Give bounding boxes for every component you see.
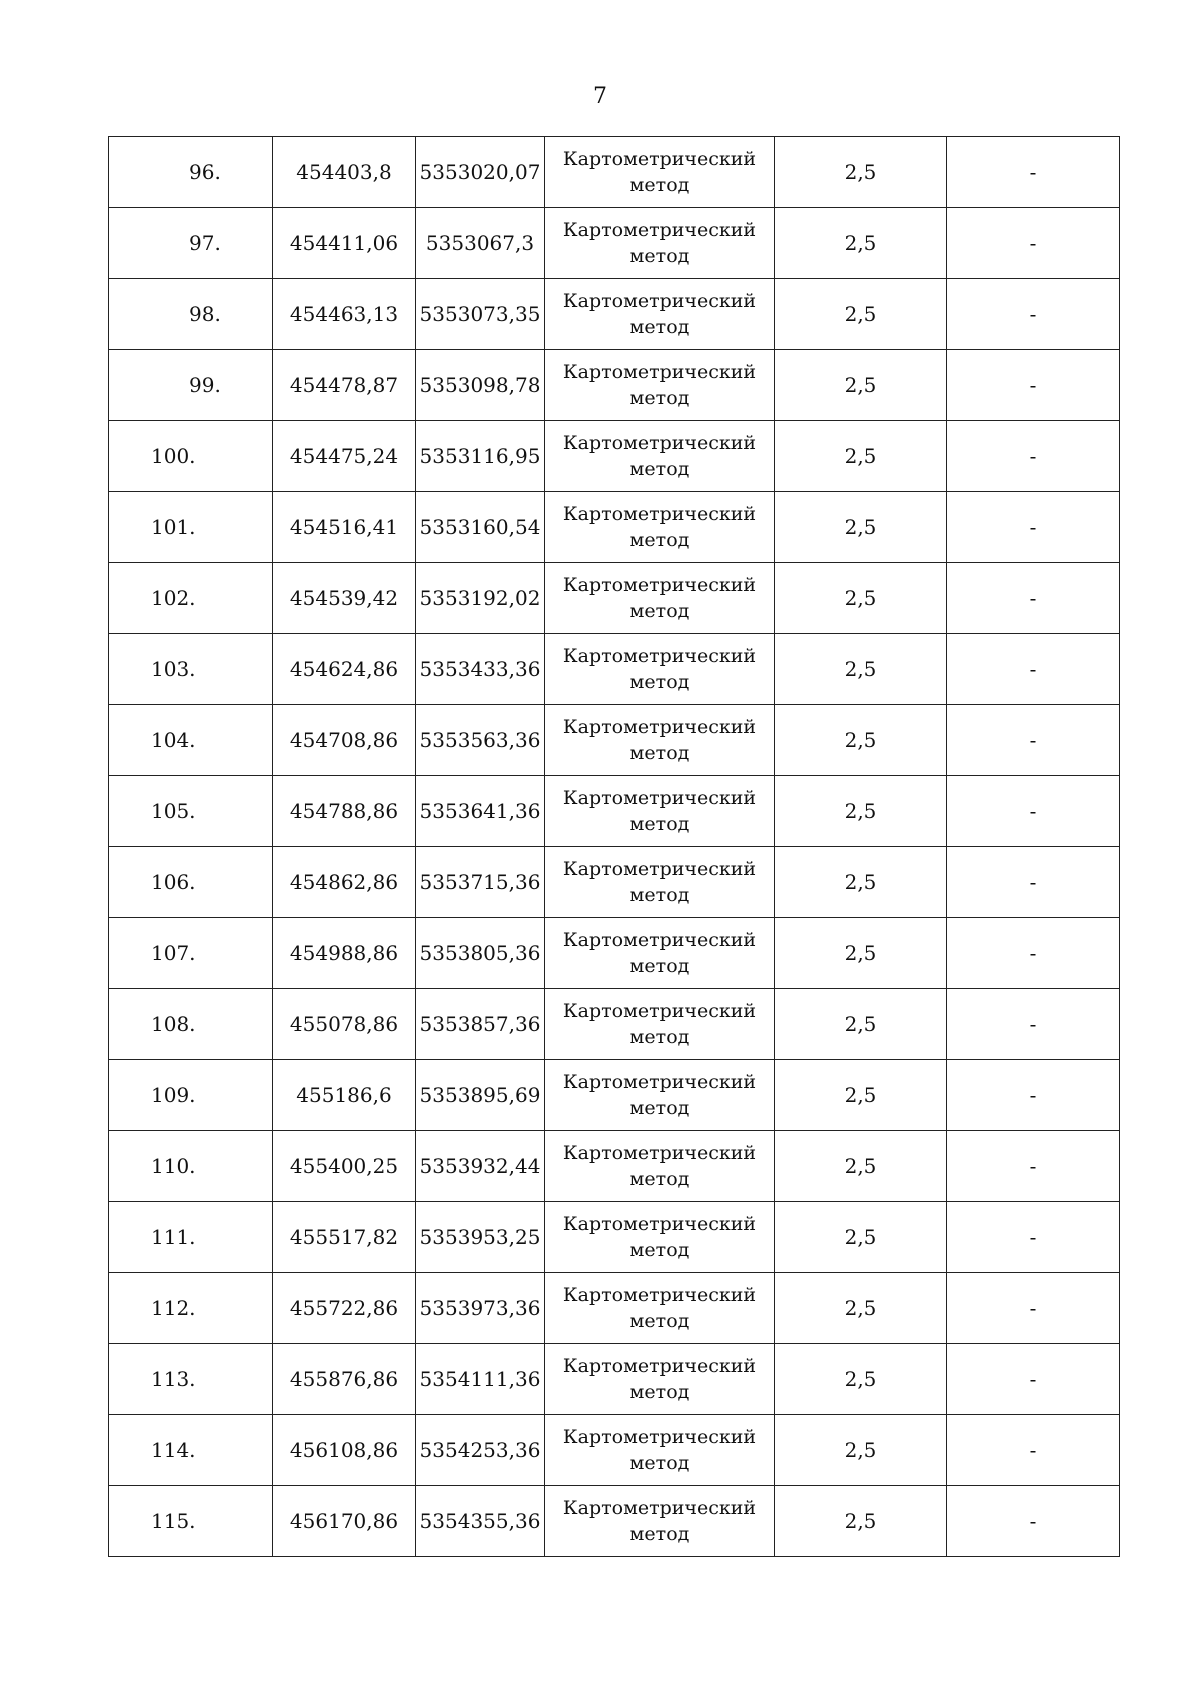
coordinate-y: 5353098,78: [416, 350, 545, 421]
method-line-2: метод: [629, 1310, 690, 1332]
method-line-2: метод: [629, 1026, 690, 1048]
accuracy: 2,5: [775, 563, 947, 634]
point-number-cell: [109, 492, 273, 563]
table-row: [109, 1060, 1120, 1131]
method-cell: [545, 1344, 775, 1415]
coordinate-y: 5354111,36: [416, 1344, 545, 1415]
coordinate-y: 5353116,95: [416, 421, 545, 492]
table-row: [109, 563, 1120, 634]
note: -: [947, 989, 1120, 1060]
accuracy: 2,5: [775, 705, 947, 776]
note: -: [947, 1060, 1120, 1131]
accuracy: 2,5: [775, 776, 947, 847]
coordinate-x: 456108,86: [273, 1415, 416, 1486]
method-cell: [545, 1202, 775, 1273]
point-number: 98.: [189, 302, 221, 326]
accuracy: 2,5: [775, 1202, 947, 1273]
point-number-cell: [109, 705, 273, 776]
method-line-1: Картометрический: [562, 1071, 757, 1093]
table-row: [109, 1344, 1120, 1415]
table-row: [109, 137, 1120, 208]
point-number-cell: [109, 989, 273, 1060]
method-line-2: метод: [629, 458, 690, 480]
note: -: [947, 1202, 1120, 1273]
method-line-2: метод: [629, 742, 690, 764]
point-number-cell: [109, 1344, 273, 1415]
method-line-1: Картометрический: [562, 574, 757, 596]
method-cell: [545, 208, 775, 279]
coordinate-x: 455186,6: [273, 1060, 416, 1131]
table-row: [109, 1131, 1120, 1202]
method-cell: [545, 563, 775, 634]
method-line-2: метод: [629, 1452, 690, 1474]
accuracy: 2,5: [775, 279, 947, 350]
coordinate-y: 5353433,36: [416, 634, 545, 705]
coordinate-x: 455876,86: [273, 1344, 416, 1415]
point-number-cell: [109, 208, 273, 279]
coordinate-x: 454463,13: [273, 279, 416, 350]
method-cell: [545, 634, 775, 705]
coordinate-y: 5353563,36: [416, 705, 545, 776]
accuracy: 2,5: [775, 989, 947, 1060]
note: -: [947, 1344, 1120, 1415]
method-cell: [545, 705, 775, 776]
point-number-cell: [109, 918, 273, 989]
coordinate-y: 5353857,36: [416, 989, 545, 1060]
method-line-2: метод: [629, 1239, 690, 1261]
point-number-cell: [109, 1060, 273, 1131]
method-line-1: Картометрический: [562, 219, 757, 241]
method-line-2: метод: [629, 529, 690, 551]
method-line-1: Картометрический: [562, 432, 757, 454]
point-number: 101.: [151, 515, 196, 539]
method-line-1: Картометрический: [562, 716, 757, 738]
coordinate-y: 5353160,54: [416, 492, 545, 563]
accuracy: 2,5: [775, 1486, 947, 1557]
table-row: [109, 847, 1120, 918]
method-line-1: Картометрический: [562, 148, 757, 170]
table-row: [109, 634, 1120, 705]
table-row: [109, 1202, 1120, 1273]
method-line-1: Картометрический: [562, 858, 757, 880]
note: -: [947, 776, 1120, 847]
accuracy: 2,5: [775, 1273, 947, 1344]
method-cell: [545, 492, 775, 563]
method-line-2: метод: [629, 245, 690, 267]
method-line-2: метод: [629, 1168, 690, 1190]
method-line-1: Картометрический: [562, 929, 757, 951]
note: -: [947, 137, 1120, 208]
method-line-1: Картометрический: [562, 787, 757, 809]
note: -: [947, 492, 1120, 563]
accuracy: 2,5: [775, 918, 947, 989]
method-cell: [545, 918, 775, 989]
note: -: [947, 847, 1120, 918]
point-number-cell: [109, 847, 273, 918]
method-cell: [545, 1486, 775, 1557]
point-number: 112.: [151, 1296, 196, 1320]
method-cell: [545, 847, 775, 918]
coordinate-y: 5353067,3: [416, 208, 545, 279]
coordinates-table: [108, 136, 1120, 1557]
coordinate-x: 454988,86: [273, 918, 416, 989]
method-line-1: Картометрический: [562, 1355, 757, 1377]
accuracy: 2,5: [775, 1131, 947, 1202]
point-number-cell: [109, 1415, 273, 1486]
method-cell: [545, 421, 775, 492]
point-number: 105.: [151, 799, 196, 823]
method-cell: [545, 350, 775, 421]
accuracy: 2,5: [775, 1415, 947, 1486]
coordinate-x: 455722,86: [273, 1273, 416, 1344]
method-line-2: метод: [629, 600, 690, 622]
table-row: [109, 208, 1120, 279]
note: -: [947, 1415, 1120, 1486]
coordinate-y: 5353932,44: [416, 1131, 545, 1202]
method-line-1: Картометрический: [562, 1142, 757, 1164]
method-line-2: метод: [629, 884, 690, 906]
method-cell: [545, 137, 775, 208]
accuracy: 2,5: [775, 634, 947, 705]
point-number: 104.: [151, 728, 196, 752]
coordinate-y: 5353805,36: [416, 918, 545, 989]
coordinates-table-body: [109, 137, 1120, 1557]
coordinate-x: 454862,86: [273, 847, 416, 918]
coordinate-x: 455517,82: [273, 1202, 416, 1273]
method-line-2: метод: [629, 671, 690, 693]
table-row: [109, 705, 1120, 776]
method-line-1: Картометрический: [562, 290, 757, 312]
coordinate-y: 5353973,36: [416, 1273, 545, 1344]
table-row: [109, 776, 1120, 847]
point-number: 99.: [189, 373, 221, 397]
method-line-1: Картометрический: [562, 1426, 757, 1448]
coordinate-x: 454788,86: [273, 776, 416, 847]
table-row: [109, 918, 1120, 989]
note: -: [947, 350, 1120, 421]
method-cell: [545, 989, 775, 1060]
accuracy: 2,5: [775, 1344, 947, 1415]
method-line-1: Картометрический: [562, 1000, 757, 1022]
accuracy: 2,5: [775, 1060, 947, 1131]
coordinate-y: 5354253,36: [416, 1415, 545, 1486]
accuracy: 2,5: [775, 350, 947, 421]
coordinate-x: 454411,06: [273, 208, 416, 279]
coordinate-y: 5353715,36: [416, 847, 545, 918]
coordinate-y: 5353073,35: [416, 279, 545, 350]
method-line-2: метод: [629, 1097, 690, 1119]
note: -: [947, 1486, 1120, 1557]
coordinate-x: 455400,25: [273, 1131, 416, 1202]
point-number-cell: [109, 350, 273, 421]
coordinate-y: 5353895,69: [416, 1060, 545, 1131]
method-cell: [545, 279, 775, 350]
note: -: [947, 918, 1120, 989]
coordinate-x: 454624,86: [273, 634, 416, 705]
method-line-1: Картометрический: [562, 503, 757, 525]
point-number-cell: [109, 1486, 273, 1557]
point-number-cell: [109, 1202, 273, 1273]
note: -: [947, 634, 1120, 705]
point-number-cell: [109, 1131, 273, 1202]
method-line-2: метод: [629, 387, 690, 409]
coordinate-x: 456170,86: [273, 1486, 416, 1557]
method-line-2: метод: [629, 174, 690, 196]
point-number-cell: [109, 137, 273, 208]
point-number: 106.: [151, 870, 196, 894]
point-number: 103.: [151, 657, 196, 681]
table-row: [109, 1415, 1120, 1486]
note: -: [947, 279, 1120, 350]
table-row: [109, 1273, 1120, 1344]
point-number: 110.: [151, 1154, 196, 1178]
coordinate-x: 454478,87: [273, 350, 416, 421]
point-number: 115.: [151, 1509, 196, 1533]
note: -: [947, 1131, 1120, 1202]
point-number-cell: [109, 634, 273, 705]
point-number-cell: [109, 776, 273, 847]
coordinate-x: 454708,86: [273, 705, 416, 776]
coordinate-y: 5353192,02: [416, 563, 545, 634]
method-line-1: Картометрический: [562, 361, 757, 383]
point-number: 111.: [151, 1225, 196, 1249]
table-row: [109, 421, 1120, 492]
method-line-2: метод: [629, 955, 690, 977]
point-number: 100.: [151, 444, 196, 468]
accuracy: 2,5: [775, 847, 947, 918]
point-number: 113.: [151, 1367, 196, 1391]
point-number-cell: [109, 563, 273, 634]
point-number: 97.: [189, 231, 221, 255]
method-cell: [545, 1060, 775, 1131]
note: -: [947, 1273, 1120, 1344]
coordinate-x: 454539,42: [273, 563, 416, 634]
method-line-1: Картометрический: [562, 1284, 757, 1306]
coordinate-y: 5353641,36: [416, 776, 545, 847]
point-number-cell: [109, 279, 273, 350]
method-line-1: Картометрический: [562, 1497, 757, 1519]
coordinate-y: 5354355,36: [416, 1486, 545, 1557]
coordinate-x: 454516,41: [273, 492, 416, 563]
coordinate-x: 454403,8: [273, 137, 416, 208]
coordinate-x: 455078,86: [273, 989, 416, 1060]
method-line-2: метод: [629, 1381, 690, 1403]
accuracy: 2,5: [775, 137, 947, 208]
point-number: 107.: [151, 941, 196, 965]
table-row: [109, 492, 1120, 563]
point-number-cell: [109, 421, 273, 492]
method-line-1: Картометрический: [562, 645, 757, 667]
note: -: [947, 421, 1120, 492]
method-cell: [545, 776, 775, 847]
point-number: 102.: [151, 586, 196, 610]
accuracy: 2,5: [775, 421, 947, 492]
point-number: 108.: [151, 1012, 196, 1036]
method-line-2: метод: [629, 316, 690, 338]
accuracy: 2,5: [775, 492, 947, 563]
page-number: 7: [593, 84, 607, 109]
point-number: 109.: [151, 1083, 196, 1107]
method-line-2: метод: [629, 1523, 690, 1545]
method-cell: [545, 1131, 775, 1202]
table-row: [109, 350, 1120, 421]
accuracy: 2,5: [775, 208, 947, 279]
note: -: [947, 563, 1120, 634]
point-number: 96.: [189, 160, 221, 184]
coordinate-y: 5353953,25: [416, 1202, 545, 1273]
note: -: [947, 208, 1120, 279]
method-line-1: Картометрический: [562, 1213, 757, 1235]
table-row: [109, 989, 1120, 1060]
table-row: [109, 1486, 1120, 1557]
table-row: [109, 279, 1120, 350]
method-cell: [545, 1415, 775, 1486]
coordinate-y: 5353020,07: [416, 137, 545, 208]
point-number-cell: [109, 1273, 273, 1344]
note: -: [947, 705, 1120, 776]
method-line-2: метод: [629, 813, 690, 835]
method-cell: [545, 1273, 775, 1344]
point-number: 114.: [151, 1438, 196, 1462]
coordinate-x: 454475,24: [273, 421, 416, 492]
